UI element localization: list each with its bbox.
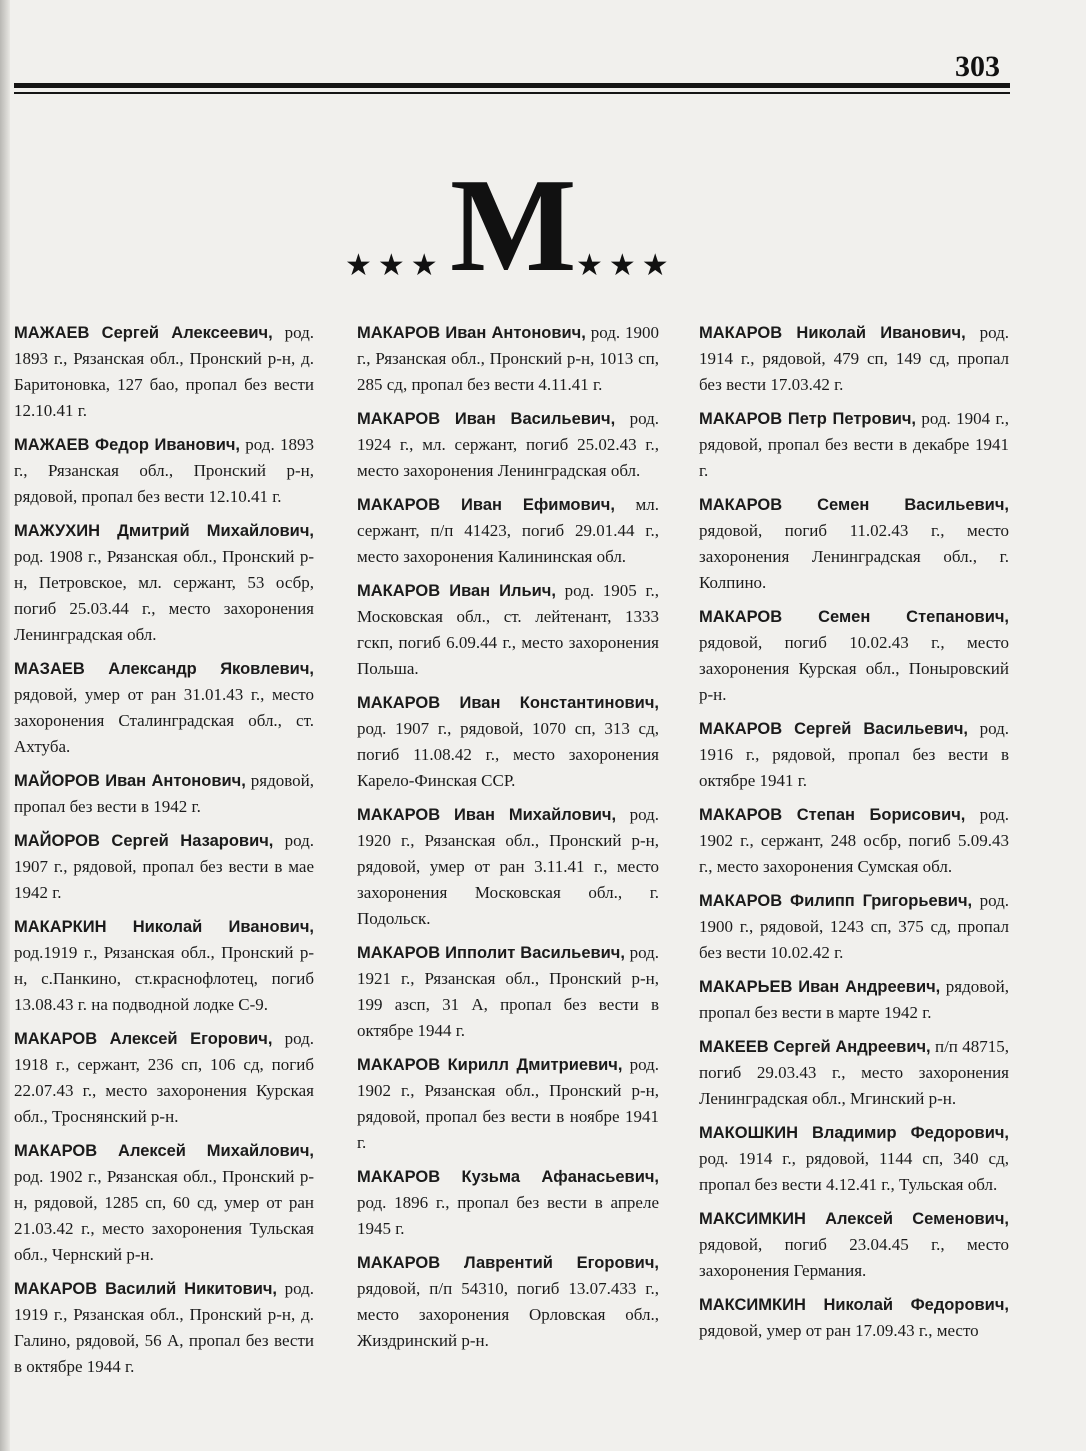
entry-name: МАКАРОВ Николай Иванович, xyxy=(699,324,966,342)
stars-left-icon: ★★★ xyxy=(345,248,444,283)
entry xyxy=(699,406,1009,484)
binding-shadow xyxy=(0,0,10,1451)
entry xyxy=(699,492,1009,596)
entry-name: МАКАРОВ Иван Константинович, xyxy=(357,694,659,712)
entry xyxy=(699,1034,1009,1112)
entry xyxy=(14,518,314,648)
entry-name: МАКАРОВ Кирилл Дмитриевич, xyxy=(357,1056,623,1074)
entry-text: рядовой, п/п 54310, погиб 13.07.433 г., место захоронения Орловская обл., Жиздринский р-н. xyxy=(357,1279,659,1350)
entry xyxy=(14,768,314,820)
entry-text: род. 1908 г., Рязанская обл., Пронский р-н, Петровское, мл. сержант, 53 осбр, погиб 25.03.44 г., место захоронения Ленинградская обл. xyxy=(14,547,314,644)
entry-name: МАЖАЕВ Федор Иванович, xyxy=(14,436,240,454)
entry-name: МАКАРОВ Иван Васильевич, xyxy=(357,410,616,428)
entry-name: МАЖУХИН Дмитрий Михайлович, xyxy=(14,522,314,540)
entry xyxy=(357,1250,659,1354)
entry-text: род. 1914 г., рядовой, 479 сп, 149 сд, пропал без вести 17.03.42 г. xyxy=(699,323,1009,394)
entry xyxy=(699,974,1009,1026)
entry-text: род. 1896 г., пропал без вести в апреле 1945 г. xyxy=(357,1193,659,1238)
entry xyxy=(699,888,1009,966)
entry-text: род. 1907 г., рядовой, 1070 сп, 313 сд, погиб 11.08.42 г., место захоронения Карело-Финская ССР. xyxy=(357,719,659,790)
entry-name: МАКОШКИН Владимир Федорович, xyxy=(699,1124,1009,1142)
entry-name: МАКАРОВ Иван Антонович, xyxy=(357,324,586,342)
entry-text: род. 1902 г., сержант, 248 осбр, погиб 5.09.43 г., место захоронения Сумская обл. xyxy=(699,805,1009,876)
entry-name: МАКАРОВ Иван Ильич, xyxy=(357,582,556,600)
entry-text: род. 1921 г., Рязанская обл., Пронский р-н, 199 азсп, 31 А, пропал без вести в октябре 1944 г. xyxy=(357,943,659,1040)
entry xyxy=(699,1292,1009,1344)
entry xyxy=(357,578,659,682)
entry xyxy=(699,1120,1009,1198)
entry-name: МАКАРОВ Сергей Васильевич, xyxy=(699,720,969,738)
entry xyxy=(699,604,1009,708)
stars-right-icon: ★★★ xyxy=(576,248,675,283)
header-rule-thick xyxy=(14,83,1010,88)
entry xyxy=(357,320,659,398)
entry xyxy=(14,1276,314,1380)
entry-text: род. 1902 г., Рязанская обл., Пронский р-н, рядовой, пропал без вести в ноябре 1941 г. xyxy=(357,1055,659,1152)
entry-name: МАКАРОВ Семен Степанович, xyxy=(699,608,1009,626)
entry-text: мл. сержант, п/п 41423, погиб 29.01.44 г., место захоронения Калининская обл. xyxy=(357,495,659,566)
entry-name: МАКАРОВ Иван Михайлович, xyxy=(357,806,617,824)
section-letter: М xyxy=(450,151,577,299)
entry xyxy=(14,432,314,510)
entry-name: МАКАРОВ Василий Никитович, xyxy=(14,1280,278,1298)
entry-name: МАКАРОВ Семен Васильевич, xyxy=(699,496,1009,514)
entry-text: рядовой, погиб 23.04.45 г., место захоронения Германия. xyxy=(699,1235,1009,1280)
entry-text: рядовой, погиб 10.02.43 г., место захоронения Курская обл., Поныровский р-н. xyxy=(699,633,1009,704)
entry xyxy=(14,656,314,760)
entry-name: МАЙОРОВ Сергей Назарович, xyxy=(14,832,274,850)
entry xyxy=(357,492,659,570)
entry xyxy=(14,1138,314,1268)
entry-text: рядовой, умер от ран 31.01.43 г., место захоронения Сталинградская обл., ст. Ахтуба. xyxy=(14,685,314,756)
column-2 xyxy=(357,320,659,1362)
entry xyxy=(357,690,659,794)
entry xyxy=(699,1206,1009,1284)
entry-name: МАКАРОВ Ипполит Васильевич, xyxy=(357,944,625,962)
entry-name: МАКЕЕВ Сергей Андреевич, xyxy=(699,1038,931,1056)
header-rule-thin xyxy=(14,92,1010,94)
entry-name: МАКАРОВ Петр Петрович, xyxy=(699,410,917,428)
entry xyxy=(699,320,1009,398)
entry-name: МАЖАЕВ Сергей Алексеевич, xyxy=(14,324,273,342)
entry-text: род. 1920 г., Рязанская обл., Пронский р-н, рядовой, умер от ран 3.11.41 г., место захоронения Московская обл., г. Подольск. xyxy=(357,805,659,928)
entry xyxy=(14,320,314,424)
entry-text: род. 1904 г., рядовой, пропал без вести в декабре 1941 г. xyxy=(699,409,1009,480)
entry xyxy=(357,802,659,932)
entry-text: род. 1900 г., рядовой, 1243 сп, 375 сд, пропал без вести 10.02.42 г. xyxy=(699,891,1009,962)
entry-name: МАКАРОВ Кузьма Афанасьевич, xyxy=(357,1168,659,1186)
entry-text: род. 1914 г., рядовой, 1144 сп, 340 сд, пропал без вести 4.12.41 г., Тульская обл. xyxy=(699,1149,1009,1194)
entry-text: род. 1919 г., Рязанская обл., Пронский р-н, д. Галино, рядовой, 56 А, пропал без вести в октябре 1944 г. xyxy=(14,1279,314,1376)
entry xyxy=(14,914,314,1018)
entry-text: род. 1907 г., рядовой, пропал без вести в мае 1942 г. xyxy=(14,831,314,902)
column-3 xyxy=(699,320,1009,1352)
entry-text: род. 1924 г., мл. сержант, погиб 25.02.43 г., место захоронения Ленинградская обл. xyxy=(357,409,659,480)
entry-name: МАКАРОВ Алексей Михайлович, xyxy=(14,1142,314,1160)
column-1 xyxy=(14,320,314,1388)
entry xyxy=(357,406,659,484)
entry xyxy=(357,1052,659,1156)
entry-name: МАЗАЕВ Александр Яковлевич, xyxy=(14,660,314,678)
entry-name: МАКСИМКИН Николай Федорович, xyxy=(699,1296,1009,1314)
entry-name: МАКАРОВ Иван Ефимович, xyxy=(357,496,615,514)
entry-name: МАКСИМКИН Алексей Семенович, xyxy=(699,1210,1009,1228)
entry-name: МАКАРЬЕВ Иван Андреевич, xyxy=(699,978,941,996)
entry-text: род. 1916 г., рядовой, пропал без вести в октябре 1941 г. xyxy=(699,719,1009,790)
entry-text: рядовой, пропал без вести в 1942 г. xyxy=(14,771,314,816)
entry-text: род. 1893 г., Рязанская обл., Пронский р-н, рядовой, пропал без вести 12.10.41 г. xyxy=(14,435,314,506)
entry-text: род. 1893 г., Рязанская обл., Пронский р-н, д. Баритоновка, 127 бао, пропал без вести 12.10.41 г. xyxy=(14,323,314,420)
entry-text: род. 1918 г., сержант, 236 сп, 106 сд, погиб 22.07.43 г., место захоронения Курская обл., Троснянский р-н. xyxy=(14,1029,314,1126)
entry xyxy=(699,802,1009,880)
entry xyxy=(14,1026,314,1130)
entry xyxy=(14,828,314,906)
entry-name: МАКАРКИН Николай Иванович, xyxy=(14,918,314,936)
entry-text: рядовой, умер от ран 17.09.43 г., место xyxy=(699,1321,979,1340)
entry-name: МАКАРОВ Лаврентий Егорович, xyxy=(357,1254,659,1272)
entry xyxy=(357,940,659,1044)
entry-name: МАКАРОВ Филипп Григорьевич, xyxy=(699,892,973,910)
entry-text: род.1919 г., Рязанская обл., Пронский р-н, с.Панкино, ст.краснофлотец, погиб 13.08.43 г. на подводной лодке С-9. xyxy=(14,943,314,1014)
entry-text: род. 1900 г., Рязанская обл., Пронский р-н, 1013 сп, 285 сд, пропал без вести 4.11.41 г. xyxy=(357,323,659,394)
page-number: 303 xyxy=(955,50,1000,83)
entry-name: МАКАРОВ Алексей Егорович, xyxy=(14,1030,273,1048)
entry xyxy=(699,716,1009,794)
entry-name: МАКАРОВ Степан Борисович, xyxy=(699,806,966,824)
entry-text: род. 1905 г., Московская обл., ст. лейтенант, 1333 гскп, погиб 6.09.44 г., место захоронения Польша. xyxy=(357,581,660,678)
entry-text: рядовой, погиб 11.02.43 г., место захоронения Ленинградская обл., г. Колпино. xyxy=(699,521,1009,592)
entry-text: рядовой, пропал без вести в марте 1942 г. xyxy=(699,977,1009,1022)
entry-name: МАЙОРОВ Иван Антонович, xyxy=(14,772,246,790)
entry-text: род. 1902 г., Рязанская обл., Пронский р-н, рядовой, 1285 сп, 60 сд, умер от ран 21.03.42 г., место захоронения Тульская обл., Чернский р-н. xyxy=(14,1167,314,1264)
entry-text: п/п 48715, погиб 29.03.43 г., место захоронения Ленинградская обл., Мгинский р-н. xyxy=(699,1037,1009,1108)
entry xyxy=(357,1164,659,1242)
